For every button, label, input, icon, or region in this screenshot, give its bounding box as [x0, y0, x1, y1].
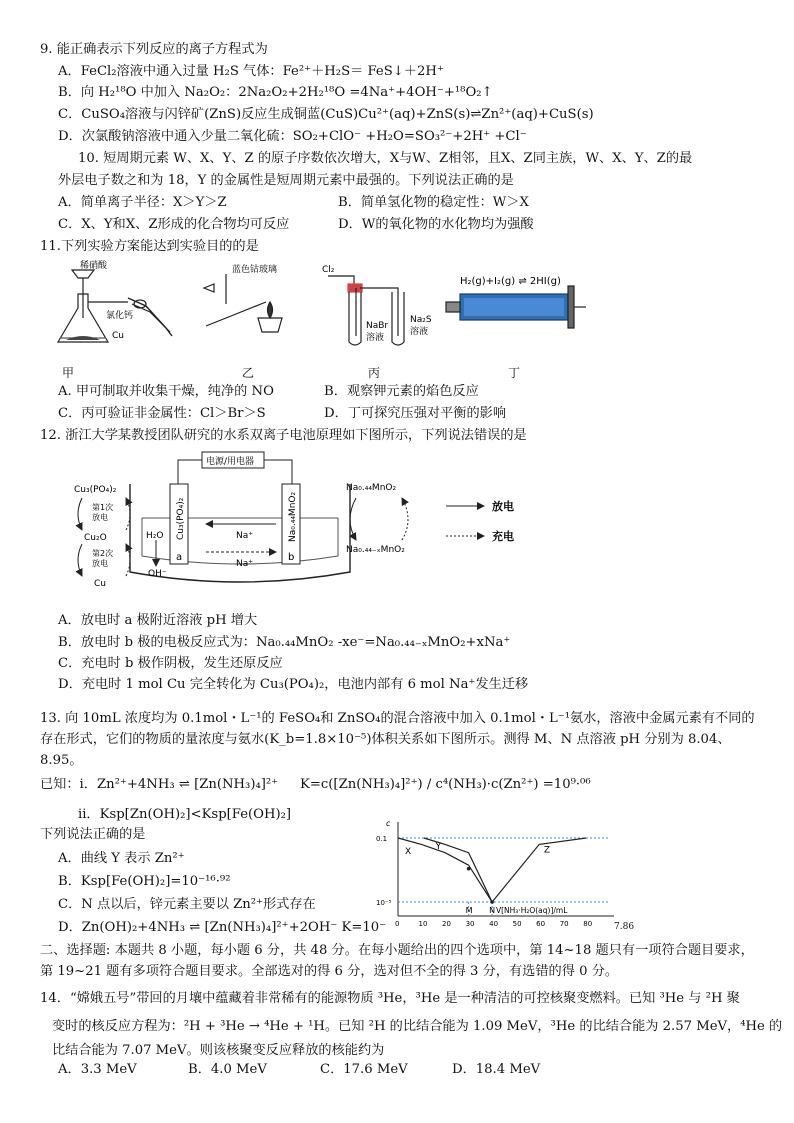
x-tick-label: 60	[536, 920, 546, 928]
q9-stem: 9. 能正确表示下列反应的离子方程式为	[40, 42, 268, 57]
power-label: 电源/用电器	[206, 457, 255, 467]
cycle-na044mno2: Na₀.₄₄MnO₂	[346, 483, 397, 493]
point-marker-M	[467, 867, 471, 871]
cycle-cu2o: Cu₂O	[84, 533, 107, 543]
cycle-discharge-1: 放电	[92, 513, 108, 522]
label-cacl2: 氯化钙	[106, 311, 134, 321]
caption-bing: 丙	[368, 366, 381, 380]
section2-line-2: 第 19~21 题有多项符合题目要求。全部选对的得 6 分，选对但不全的得 3 分，有选错的得 0 分。	[40, 964, 619, 979]
label-na2s-solution: 溶液	[410, 327, 429, 337]
q13-ask: 下列说法正确的是	[40, 827, 146, 842]
q13-concentration-chart	[372, 812, 634, 940]
legend-charge: 充电	[492, 530, 514, 543]
label-h2o: H₂O	[146, 531, 164, 541]
series-line-Y	[424, 838, 492, 902]
q14-option-c: C．17.6 MeV	[320, 1062, 408, 1077]
label-na2s: Na₂S	[410, 315, 432, 325]
q11-option-c: C．丙可验证非金属性：Cl＞Br＞S	[58, 406, 266, 421]
q14-line-2: 变时的核反应方程为：²H + ³He → ⁴He + ¹H。已知 ²H 的比结合能为 1.09 MeV，³He 的比结合能为 2.57 MeV，⁴He 的	[52, 1019, 783, 1034]
label-acid: 稀硝酸	[80, 261, 108, 271]
q13-known-2: ii．Ksp[Zn(OH)₂]<Ksp[Fe(OH)₂]	[78, 807, 292, 822]
caption-jia: 甲	[62, 366, 75, 380]
cycle-cu: Cu	[94, 579, 106, 589]
q11-option-b: B．观察钾元素的焰色反应	[324, 384, 479, 399]
q10-option-a: A．简单离子半径：X＞Y＞Z	[58, 195, 227, 210]
q13-known-1: 已知：i．Zn²⁺+4NH₃ ⇌ [Zn(NH₃)₄]²⁺	[40, 777, 279, 792]
y-axis-label: c	[386, 819, 391, 828]
q12-option-a: A．放电时 a 极附近溶液 pH 增大	[58, 613, 258, 628]
point-label-N: N	[489, 906, 496, 915]
q14-option-d: D．18.4 MeV	[452, 1062, 541, 1077]
electrode-b-label: Na₀.₄₄MnO₂	[288, 491, 298, 542]
label-cl2: Cl₂	[322, 265, 335, 275]
q13-option-b: B．Ksp[Fe(OH)₂]=10⁻¹⁶·⁹²	[58, 874, 231, 889]
q12-option-d: D．充电时 1 mol Cu 完全转化为 Cu₃(PO₄)₂，电池内部有 6 mol Na⁺发生迁移	[58, 677, 529, 692]
point-label-M: M	[465, 906, 473, 915]
q13-known-k: K=c([Zn(NH₃)₄]²⁺) / c⁴(NH₃)·c(Zn²⁺) =10⁹·⁰⁶	[300, 777, 591, 792]
label-nabr: NaBr	[366, 321, 389, 331]
cycle-cu3po4: Cu₃(PO₄)₂	[74, 485, 117, 495]
label-na-1: Na⁺	[236, 531, 253, 541]
q9-option-b: B．向 H₂¹⁸O 中加入 Na₂O₂：2Na₂O₂+2H₂¹⁸O =4Na⁺+4OH⁻+¹⁸O₂↑	[58, 85, 493, 100]
q12-stem: 12. 浙江大学某教授团队研究的水系双离子电池原理如下图所示，下列说法错误的是	[40, 428, 527, 443]
label-b: b	[288, 552, 295, 563]
label-nabr-solution: 溶液	[366, 333, 385, 343]
q10-stem-1: 10. 短周期元素 W、X、Y、Z 的原子序数依次增大，X与W、Z相邻，且X、Z同主族，W、X、Y、Z的最	[78, 151, 693, 166]
cycle-second: 第2次	[92, 549, 114, 558]
x-tick-label: 0	[395, 920, 400, 928]
label-cu: Cu	[112, 331, 124, 341]
q10-option-c: C．X、Y和X、Z形成的化合物均可反应	[58, 217, 290, 232]
x-axis-label: V[NH₃·H₂O(aq)]/mL	[496, 906, 568, 915]
q10-stem-2: 外层电子数之和为 18，Y 的金属性是短周期元素中最强的。下列说法正确的是	[58, 173, 514, 188]
q10-option-d: D．W的氧化物的水化物均为强酸	[338, 217, 534, 232]
q13-stem-2: 存在形式，它们的物质的量浓度与氨水(K_b=1.8×10⁻⁵)体积关系如下图所示。测得 M、N 点溶液 pH 分别为 8.04、	[40, 732, 731, 747]
label-na-2: Na⁺	[236, 559, 253, 569]
series-label-X: X	[405, 847, 412, 857]
x-tick-label: 30	[465, 920, 475, 928]
q12-battery-figure	[70, 448, 540, 608]
q13-option-c: C．N 点以后，锌元素主要以 Zn²⁺形式存在	[58, 897, 316, 912]
electrode-a-label: Cu₃(PO₄)₂	[176, 497, 186, 540]
apparatus-ding	[446, 286, 586, 328]
q14-option-b: B．4.0 MeV	[188, 1062, 267, 1077]
caption-yi: 乙	[242, 366, 255, 380]
cycle-discharge-2: 放电	[92, 559, 108, 568]
label-equilibrium: H₂(g)+I₂(g) ⇌ 2HI(g)	[460, 276, 561, 287]
series-line-X	[398, 838, 492, 902]
q10-option-b: B．简单氢化物的稳定性：W＞X	[338, 195, 529, 210]
q13-option-a: A．曲线 Y 表示 Zn²⁺	[58, 851, 185, 866]
x-tick-label: 80	[583, 920, 593, 928]
caption-ding: 丁	[508, 366, 521, 380]
q14-line-3: 比结合能为 7.07 MeV。则该核聚变反应释放的核能约为	[52, 1043, 385, 1058]
x-tick-label: 70	[559, 920, 569, 928]
q11-option-d: D．丁可探究压强对平衡的影响	[324, 406, 507, 421]
q11-option-a: A. 甲可制取并收集干燥，纯净的 NO	[58, 384, 274, 399]
cycle-first: 第1次	[92, 503, 114, 512]
series-line-Z	[492, 838, 586, 902]
label-oh: OH⁻	[148, 569, 167, 579]
q14-line-1: 14．“嫦娥五号”带回的月壤中蕴藏着非常稀有的能源物质 ³He，³He 是一种清洁的可控核聚变燃料。已知 ³He 与 ²H 聚	[40, 991, 740, 1006]
margin-note: 7.86	[614, 922, 635, 932]
q12-option-c: C．充电时 b 极作阴极，发生还原反应	[58, 656, 283, 671]
q9-option-a: A．FeCl₂溶液中通入过量 H₂S 气体：Fe²⁺＋H₂S＝ FeS↓＋2H⁺	[58, 64, 444, 79]
q9-option-d: D．次氯酸钠溶液中通入少量二氧化硫：SO₂+ClO⁻ +H₂O=SO₃²⁻+2H⁺ +Cl⁻	[58, 129, 527, 144]
x-tick-label: 50	[512, 920, 522, 928]
series-label-Z: Z	[543, 845, 551, 856]
y-tick-label: 0.1	[376, 835, 388, 843]
series-label-Y: Y	[435, 842, 442, 853]
apparatus-yi	[204, 274, 282, 332]
q11-apparatus-figure	[46, 258, 586, 362]
q11-stem: 11.下列实验方案能达到实验目的的是	[40, 239, 259, 254]
q13-stem-3: 8.95。	[40, 753, 83, 768]
q12-option-b: B．放电时 b 极的电极反应式为：Na₀.₄₄MnO₂ -xe⁻=Na₀.₄₄₋ₓMnO₂+xNa⁺	[58, 635, 511, 650]
x-tick-label: 20	[442, 920, 451, 928]
label-cobalt-glass: 蓝色钴玻璃	[232, 265, 278, 275]
section2-line-1: 二、选择题: 本题共 8 小题，每小题 6 分，共 48 分。在每小题给出的四个选项中，第 14~18 题只有一项符合题目要求，	[40, 943, 754, 958]
q9-option-c: C．CuSO₄溶液与闪锌矿(ZnS)反应生成铜蓝(CuS)Cu²⁺(aq)+ZnS(s)⇌Zn²⁺(aq)+CuS(s)	[58, 107, 594, 122]
q13-stem-1: 13. 向 10mL 浓度均为 0.1mol・L⁻¹的 FeSO₄和 ZnSO₄的混合溶液中加入 0.1mol・L⁻¹氨水，溶液中金属元素有不同的	[40, 711, 755, 726]
point-marker-N	[490, 900, 494, 904]
q13-option-d: D．Zn(OH)₂+4NH₃ ⇌ [Zn(NH₃)₄]²⁺+2OH⁻ K=10⁻	[58, 920, 387, 935]
q14-option-a: A．3.3 MeV	[58, 1062, 137, 1077]
x-tick-label: 10	[418, 920, 428, 928]
cycle-na044xmno2: Na₀.₄₄₋ₓMnO₂	[346, 545, 405, 555]
x-tick-label: 40	[489, 920, 499, 928]
legend-discharge: 放电	[492, 500, 514, 513]
label-a: a	[176, 552, 183, 563]
y-tick-label: 10⁻⁵	[376, 899, 392, 907]
